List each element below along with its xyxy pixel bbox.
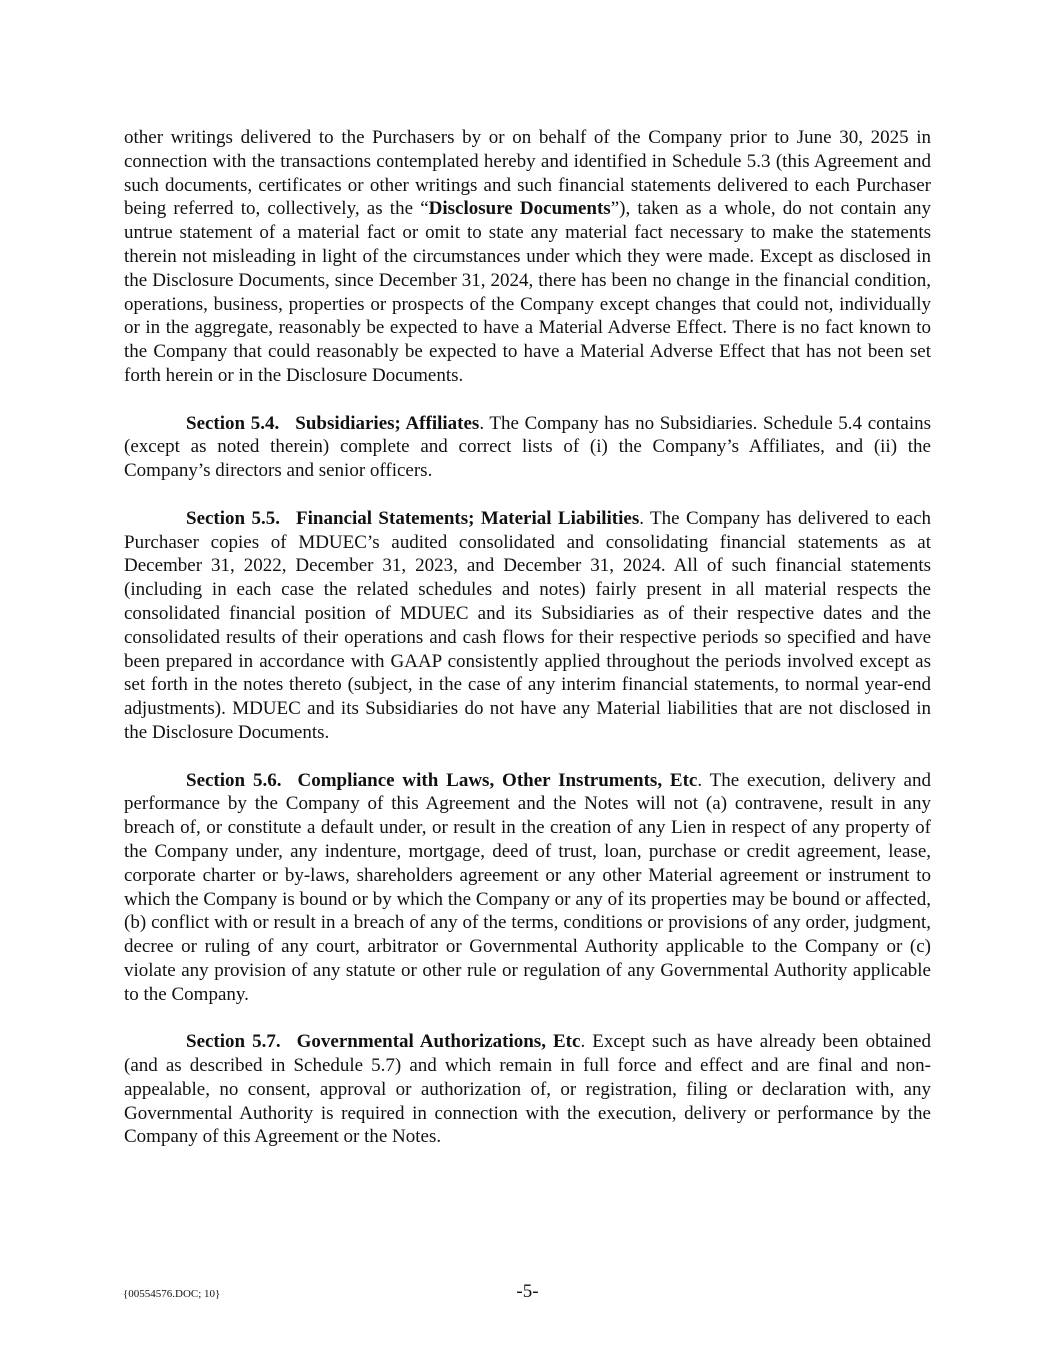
section-5-5-text: . The Company has delivered to each Purchaser copies of MDUEC’s audited consolidated and consolidating financial statements as at December 31, 2022, December 31, 2023, and December 31, 2024. All of such financial statements (including in each case the related schedules and notes) fairly present in all material respects the consolidated financial position of MDUEC and its Subsidiaries as of their respective dates and the consolidated results of their operations and cash flows for their respective periods so specified and have been prepared in accordance with GAAP consistently applied throughout the periods involved except as set forth in the notes thereto (subject, in the case of any interim financial statements, to normal year-end adjustments). MDUEC and its Subsidiaries do not have any Material liabilities that are not disclosed in the Disclosure Documents. [124,507,932,743]
continued-paragraph [124,126,931,388]
section-5-7-number: Section 5.7. [186,1031,281,1053]
section-5-7-paragraph [124,1030,931,1149]
continued-text-end: ”), taken as a whole, do not contain any untrue statement of a material fact or omit to state any material fact necessary to make the statements therein not misleading in light of the circumstances under which they were made. Except as disclosed in the Disclosure Documents, since December 31, 2024, there has been no change in the financial condition, operations, business, properties or prospects of the Company except changes that could not, individually or in the aggregate, reasonably be expected to have a Material Adverse Effect. There is no fact known to the Company that could reasonably be expected to have a Material Adverse Effect that has not been set forth herein or in the Disclosure Documents. [124,198,932,386]
section-5-4-title: Subsidiaries; Affiliates [295,412,480,434]
section-5-5-number: Section 5.5. [186,507,281,529]
section-5-6-text: . The execution, delivery and performance by the Company of this Agreement and the Notes will not (a) contravene, result in any breach of, or constitute a default under, or result in the creation of any Lien in respect of any property of the Company under, any indenture, mortgage, deed of trust, loan, purchase or credit agreement, lease, corporate charter or by-laws, shareholders agreement or any other Material agreement or instrument to which the Company is bound or by which the Company or any of its properties may be bound or affected, (b) conflict with or result in a breach of any of the terms, conditions or provisions of any order, judgment, decree or ruling of any court, arbitrator or Governmental Authority applicable to the Company or (c) violate any provision of any statute or other rule or regulation of any Governmental Authority applicable to the Company. [124,769,931,1005]
section-5-5-title: Financial Statements; Material Liabilities [296,507,640,529]
section-5-4-text: . The Company has no Subsidiaries. Schedule 5.4 contains (except as noted therein) complete and correct lists of (i) the Company’s Affiliates, and (ii) the Company’s directors and senior officers. [124,412,932,482]
defined-term-disclosure-documents: Disclosure Documents [428,198,611,220]
section-5-4-paragraph [124,412,931,483]
section-5-6-title: Compliance with Laws, Other Instruments, Etc [297,769,698,791]
section-5-6-paragraph [124,769,931,1007]
section-5-6-number: Section 5.6. [186,769,282,791]
section-5-5-paragraph [124,507,931,745]
document-body [124,126,931,1173]
footer-document-id: {00554576.DOC; 10} [123,1288,221,1300]
page-number: -5- [516,1281,539,1302]
continued-text-start: other writings delivered to the Purchasers by or on behalf of the Company prior to June 30, 2025 in connection with the transactions contemplated hereby and identified in Schedule 5.3 (this Agreement and such documents, certificates or other writings and such financial statements delivered to each Purchaser being referred to, collectively, as the “ [124,127,931,220]
section-5-7-title: Governmental Authorizations, Etc [296,1031,581,1053]
section-5-4-number: Section 5.4. [186,412,280,434]
section-5-7-text: . Except such as have already been obtained (and as described in Schedule 5.7) and which remain in full force and effect and are final and non-appealable, no consent, approval or authorization of, or registration, filing or declaration with, any Governmental Authority is required in connection with the execution, delivery or performance by the Company of this Agreement or the Notes. [124,1031,931,1148]
